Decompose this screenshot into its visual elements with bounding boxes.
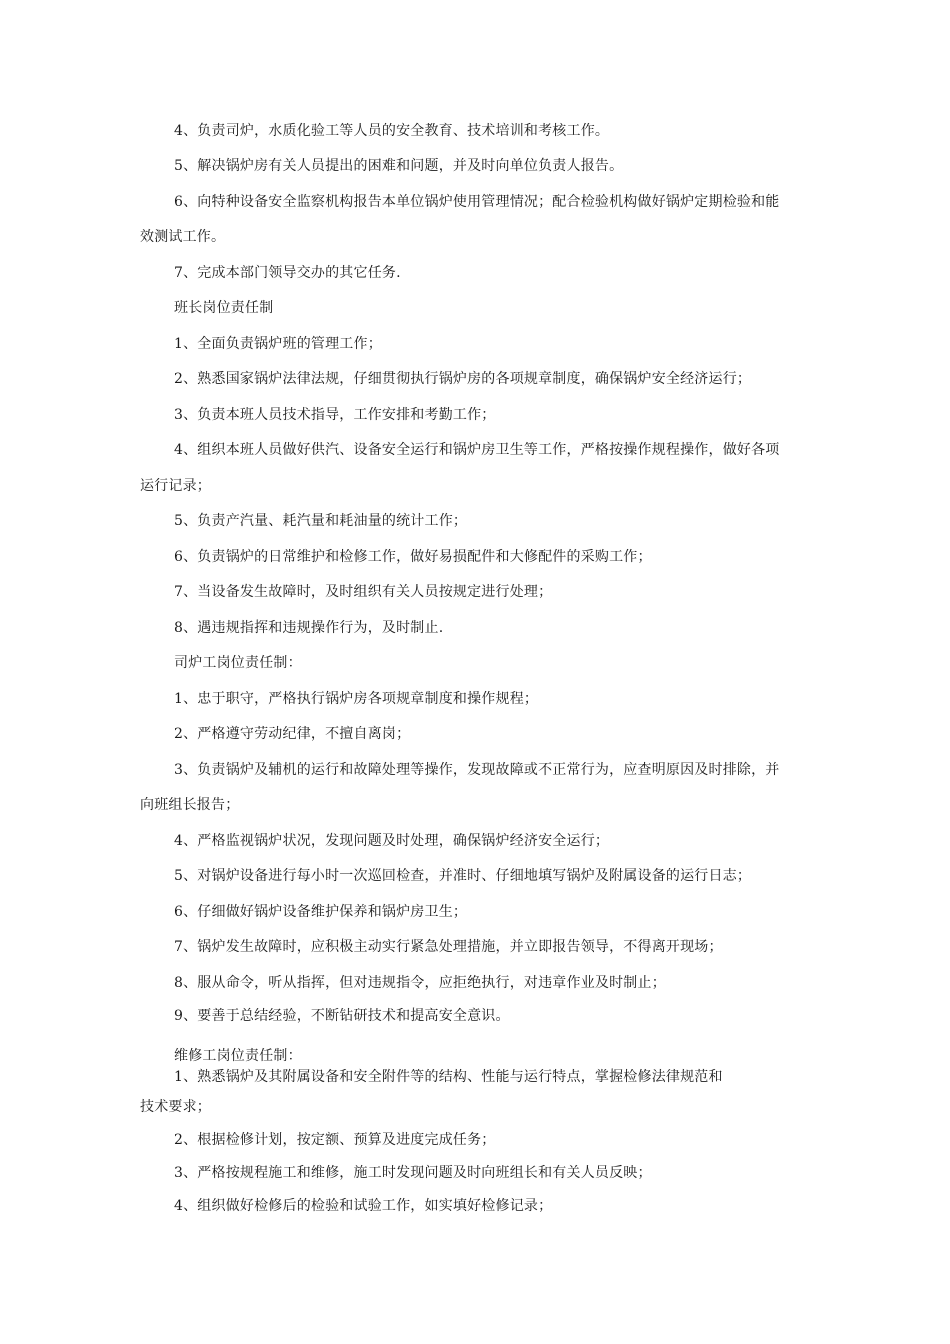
paragraph-line: 7、完成本部门领导交办的其它任务. [174,265,401,281]
paragraph-line: 6、负责锅炉的日常维护和检修工作，做好易损配件和大修配件的采购工作； [174,549,652,565]
paragraph-line: 1、忠于职守，严格执行锅炉房各项规章制度和操作规程； [174,691,539,707]
paragraph-line: 运行记录； [140,478,211,494]
paragraph-line: 2、严格遵守劳动纪律，不擅自离岗； [174,726,411,742]
paragraph-line: 9、要善于总结经验，不断钻研技术和提高安全意识。 [174,1008,510,1024]
paragraph-line: 5、解决锅炉房有关人员提出的困难和问题，并及时向单位负责人报告。 [174,158,624,174]
paragraph-line: 1、熟悉锅炉及其附属设备和安全附件等的结构、性能与运行特点，掌握检修法律规范和 [174,1069,723,1085]
paragraph-line: 技术要求； [140,1099,211,1115]
paragraph-line: 4、负责司炉，水质化验工等人员的安全教育、技术培训和考核工作。 [174,123,610,139]
paragraph-line: 3、负责锅炉及辅机的运行和故障处理等操作，发现故障或不正常行为，应查明原因及时排除，并 [174,762,780,778]
paragraph-line: 8、服从命令，听从指挥，但对违规指令，应拒绝执行，对违章作业及时制止； [174,975,666,991]
paragraph-line: 效测试工作。 [140,229,226,245]
paragraph-line: 3、负责本班人员技术指导，工作安排和考勤工作； [174,407,496,423]
paragraph-line: 5、负责产汽量、耗汽量和耗油量的统计工作； [174,513,468,529]
paragraph-line: 4、组织做好检修后的检验和试验工作，如实填好检修记录； [174,1198,553,1214]
paragraph-line: 2、根据检修计划，按定额、预算及进度完成任务； [174,1132,496,1148]
paragraph-line: 4、严格监视锅炉状况，发现问题及时处理，确保锅炉经济安全运行； [174,833,610,849]
paragraph-line: 6、仔细做好锅炉设备维护保养和锅炉房卫生； [174,904,468,920]
paragraph-line: 3、严格按规程施工和维修，施工时发现问题及时向班组长和有关人员反映； [174,1165,652,1181]
paragraph-line: 1、全面负责锅炉班的管理工作； [174,336,382,352]
paragraph-line: 4、组织本班人员做好供汽、设备安全运行和锅炉房卫生等工作，严格按操作规程操作，做好各项 [174,442,780,458]
paragraph-line: 2、熟悉国家锅炉法律法规，仔细贯彻执行锅炉房的各项规章制度，确保锅炉安全经济运行； [174,371,752,387]
paragraph-line: 6、向特种设备安全监察机构报告本单位锅炉使用管理情况；配合检验机构做好锅炉定期检验和能 [174,194,780,210]
section-heading: 司炉工岗位责任制： [174,655,302,671]
section-heading: 维修工岗位责任制： [174,1048,302,1064]
section-heading: 班长岗位责任制 [174,300,274,316]
paragraph-line: 8、遇违规指挥和违规操作行为，及时制止. [174,620,444,636]
paragraph-line: 7、锅炉发生故障时，应积极主动实行紧急处理措施，并立即报告领导，不得离开现场； [174,939,723,955]
paragraph-line: 7、当设备发生故障时，及时组织有关人员按规定进行处理； [174,584,553,600]
paragraph-line: 5、对锅炉设备进行每小时一次巡回检查，并准时、仔细地填写锅炉及附属设备的运行日志； [174,868,752,884]
paragraph-line: 向班组长报告； [140,797,240,813]
